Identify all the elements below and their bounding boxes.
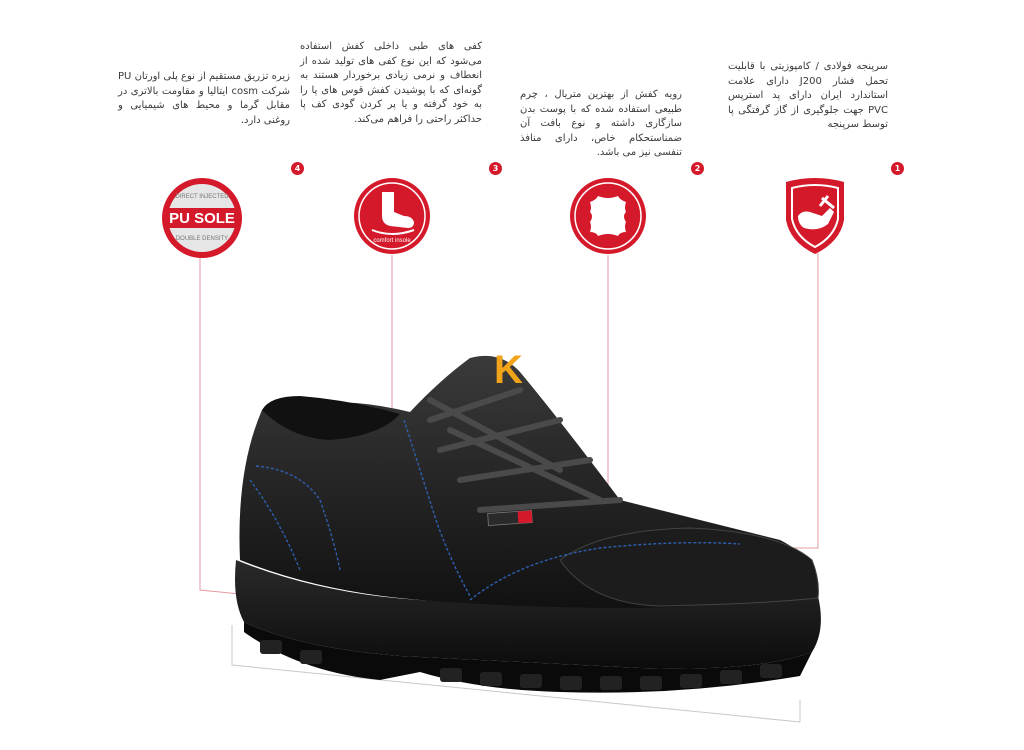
- feature-4-text: زیره تزریق مستقیم از نوع پلی اورتان PU شرکت cosm ایتالیا و مقاومت بالاتری در مقابل گرما و محیط های شیمیایی و روغنی دارد.: [118, 71, 291, 126]
- feature-3-number: 3: [489, 162, 502, 175]
- feature-1-text: سرپنجه فولادی / کامپوزیتی با قابلیت تحمل فشار J200 دارای علامت استاندارد ایران دارای پد استرپس PVC جهت جلوگیری از گاز گرفتگی پا توسط سرپنجه: [728, 61, 888, 130]
- pu-badge-bottom: DOUBLE DENSITY: [175, 236, 229, 242]
- feature-3-text: کفی های طبی داخلی کفش استفاده می‌شود که این نوع کفی های تولید شده از انعطاف و نرمی زیادی برخوردار هستند به گونه‌ای که با پوشیدن کفش قوس های پا را به خود گرفته و یا پر کردن گودی کف پا حداکثر راحتی را فراهم می‌کند.: [300, 41, 482, 125]
- feature-2-number: 2: [691, 162, 704, 175]
- feature-4-number: 4: [291, 162, 304, 175]
- comfort-badge-label: comfort insole: [373, 238, 411, 244]
- pu-badge-top: DIRECT INJECTED: [175, 194, 229, 200]
- feature-2-text: رویه کفش از بهترین متریال ، چرم طبیعی استفاده شده که با پوست بدن سازگاری داشته و نوع بافت آن ضمناستحکام خاص، دارای منافذ تنفسی نیز می باشد.: [520, 89, 682, 158]
- pu-badge-main: PU SOLE: [169, 210, 235, 227]
- feature-1-number: 1: [891, 162, 904, 175]
- watermark-logo: K: [494, 348, 523, 392]
